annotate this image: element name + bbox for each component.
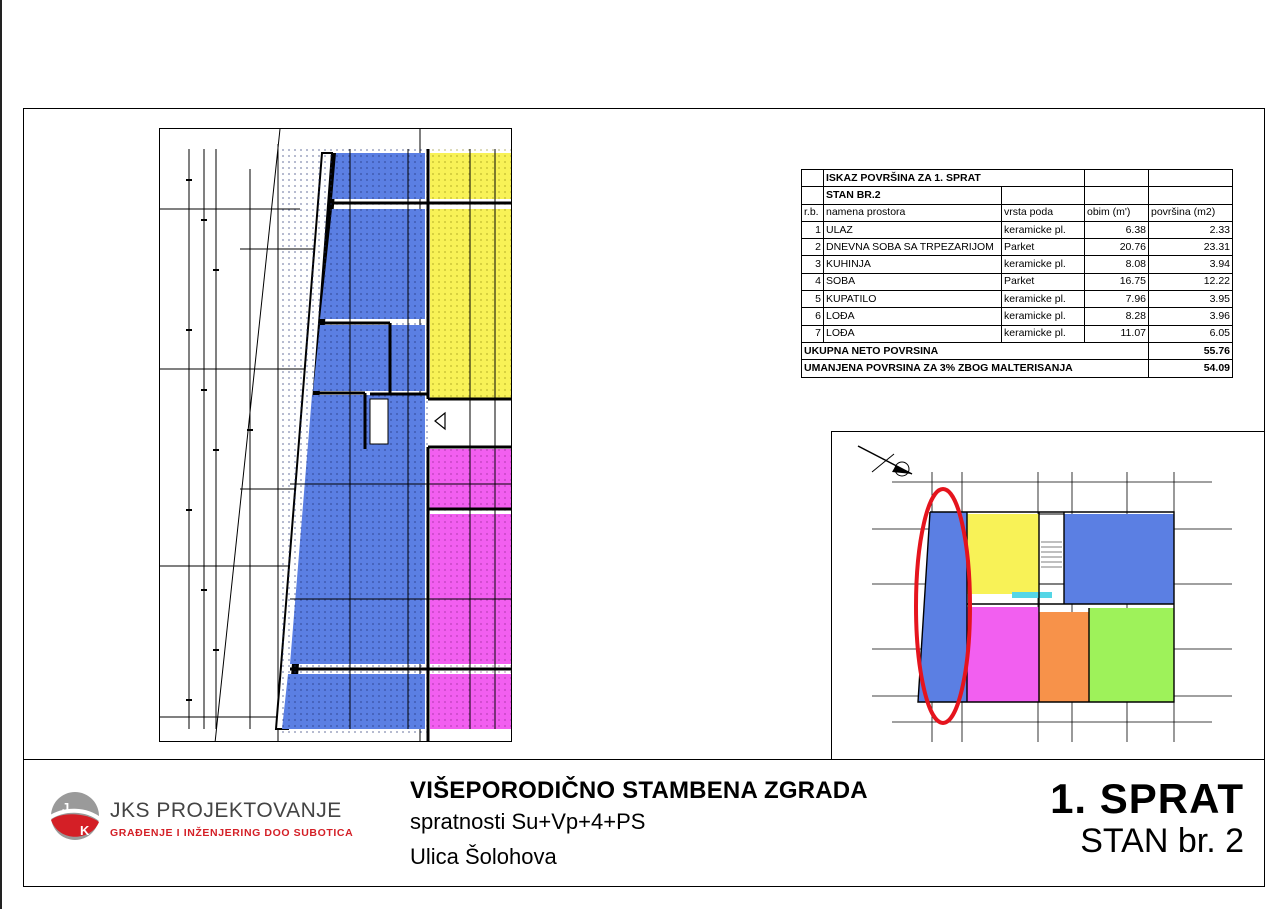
header-area: površina (m2) [1149,204,1233,221]
facade-line [215,129,280,742]
area-table [801,169,1233,378]
header-floor: vrsta poda [1002,204,1085,221]
project-floors: spratnosti Su+Vp+4+PS [410,809,646,834]
header-rb: r.b. [802,204,824,221]
table-subtitle-row [802,187,1233,204]
key-apartment-green [1089,608,1174,702]
table-total-row [802,342,1233,359]
key-plan [831,431,1265,760]
project-street: Ulica Šolohova [410,844,557,869]
reduced-value: 54.09 [1149,360,1233,377]
entrance-arrow-icon [435,413,445,429]
table-row: 4 SOBA Parket 16.75 12.22 [802,273,1233,290]
table-subtitle: STAN BR.2 [824,187,1002,204]
table-header-row [802,204,1233,221]
header-perimeter: obim (m') [1085,204,1149,221]
key-apartment-orange [1039,612,1089,702]
table-title-row [802,170,1233,187]
floor-plan-drawing [160,129,512,742]
project-title: VIŠEPORODIČNO STAMBENA ZGRADA [410,777,868,804]
total-label: UKUPNA NETO POVRSINA [802,342,1149,359]
key-plan-drawing [832,432,1265,760]
table-row: 1 ULAZ keramicke pl. 6.38 2.33 [802,221,1233,238]
company-name: JKS PROJEKTOVANJE [110,799,342,822]
key-staircase [1039,514,1064,584]
jk-logo-icon [46,790,104,848]
table-title: ISKAZ POVRŠINA ZA 1. SPRAT [824,170,1085,187]
key-apartment-magenta [967,607,1039,702]
svg-text:J: J [62,800,70,815]
key-apartment-yellow [967,514,1039,594]
apartment-floor-plan [159,128,512,742]
reduced-label: UMANJENA POVRSINA ZA 3% ZBOG MALTERISANJA [802,360,1149,377]
dimension-ticks [186,179,253,701]
table-row: 5 KUPATILO keramicke pl. 7.96 3.95 [802,291,1233,308]
key-apartment-blue-right [1064,514,1174,604]
table-row: 7 LOĐA keramicke pl. 11.07 6.05 [802,325,1233,342]
table-row: 6 LOĐA keramicke pl. 8.28 3.96 [802,308,1233,325]
total-value: 55.76 [1149,342,1233,359]
sheet-unit-title: STAN br. 2 [1080,822,1244,860]
key-apartment-blue-left [918,512,967,702]
table-row: 2 DNEVNA SOBA SA TRPEZARIJOM Parket 20.76 23.31 [802,239,1233,256]
table-row: 3 KUHINJA keramicke pl. 8.08 3.94 [802,256,1233,273]
page-edge-line [0,0,2,909]
header-name: namena prostora [824,204,1002,221]
table-reduced-row [802,360,1233,377]
key-balcony [1012,592,1052,598]
company-tagline: GRAĐENJE I INŽENJERING DOO SUBOTICA [110,827,354,839]
svg-text:K: K [80,823,90,838]
sheet-floor-title: 1. SPRAT [1050,775,1244,822]
north-arrow-icon [858,446,912,476]
